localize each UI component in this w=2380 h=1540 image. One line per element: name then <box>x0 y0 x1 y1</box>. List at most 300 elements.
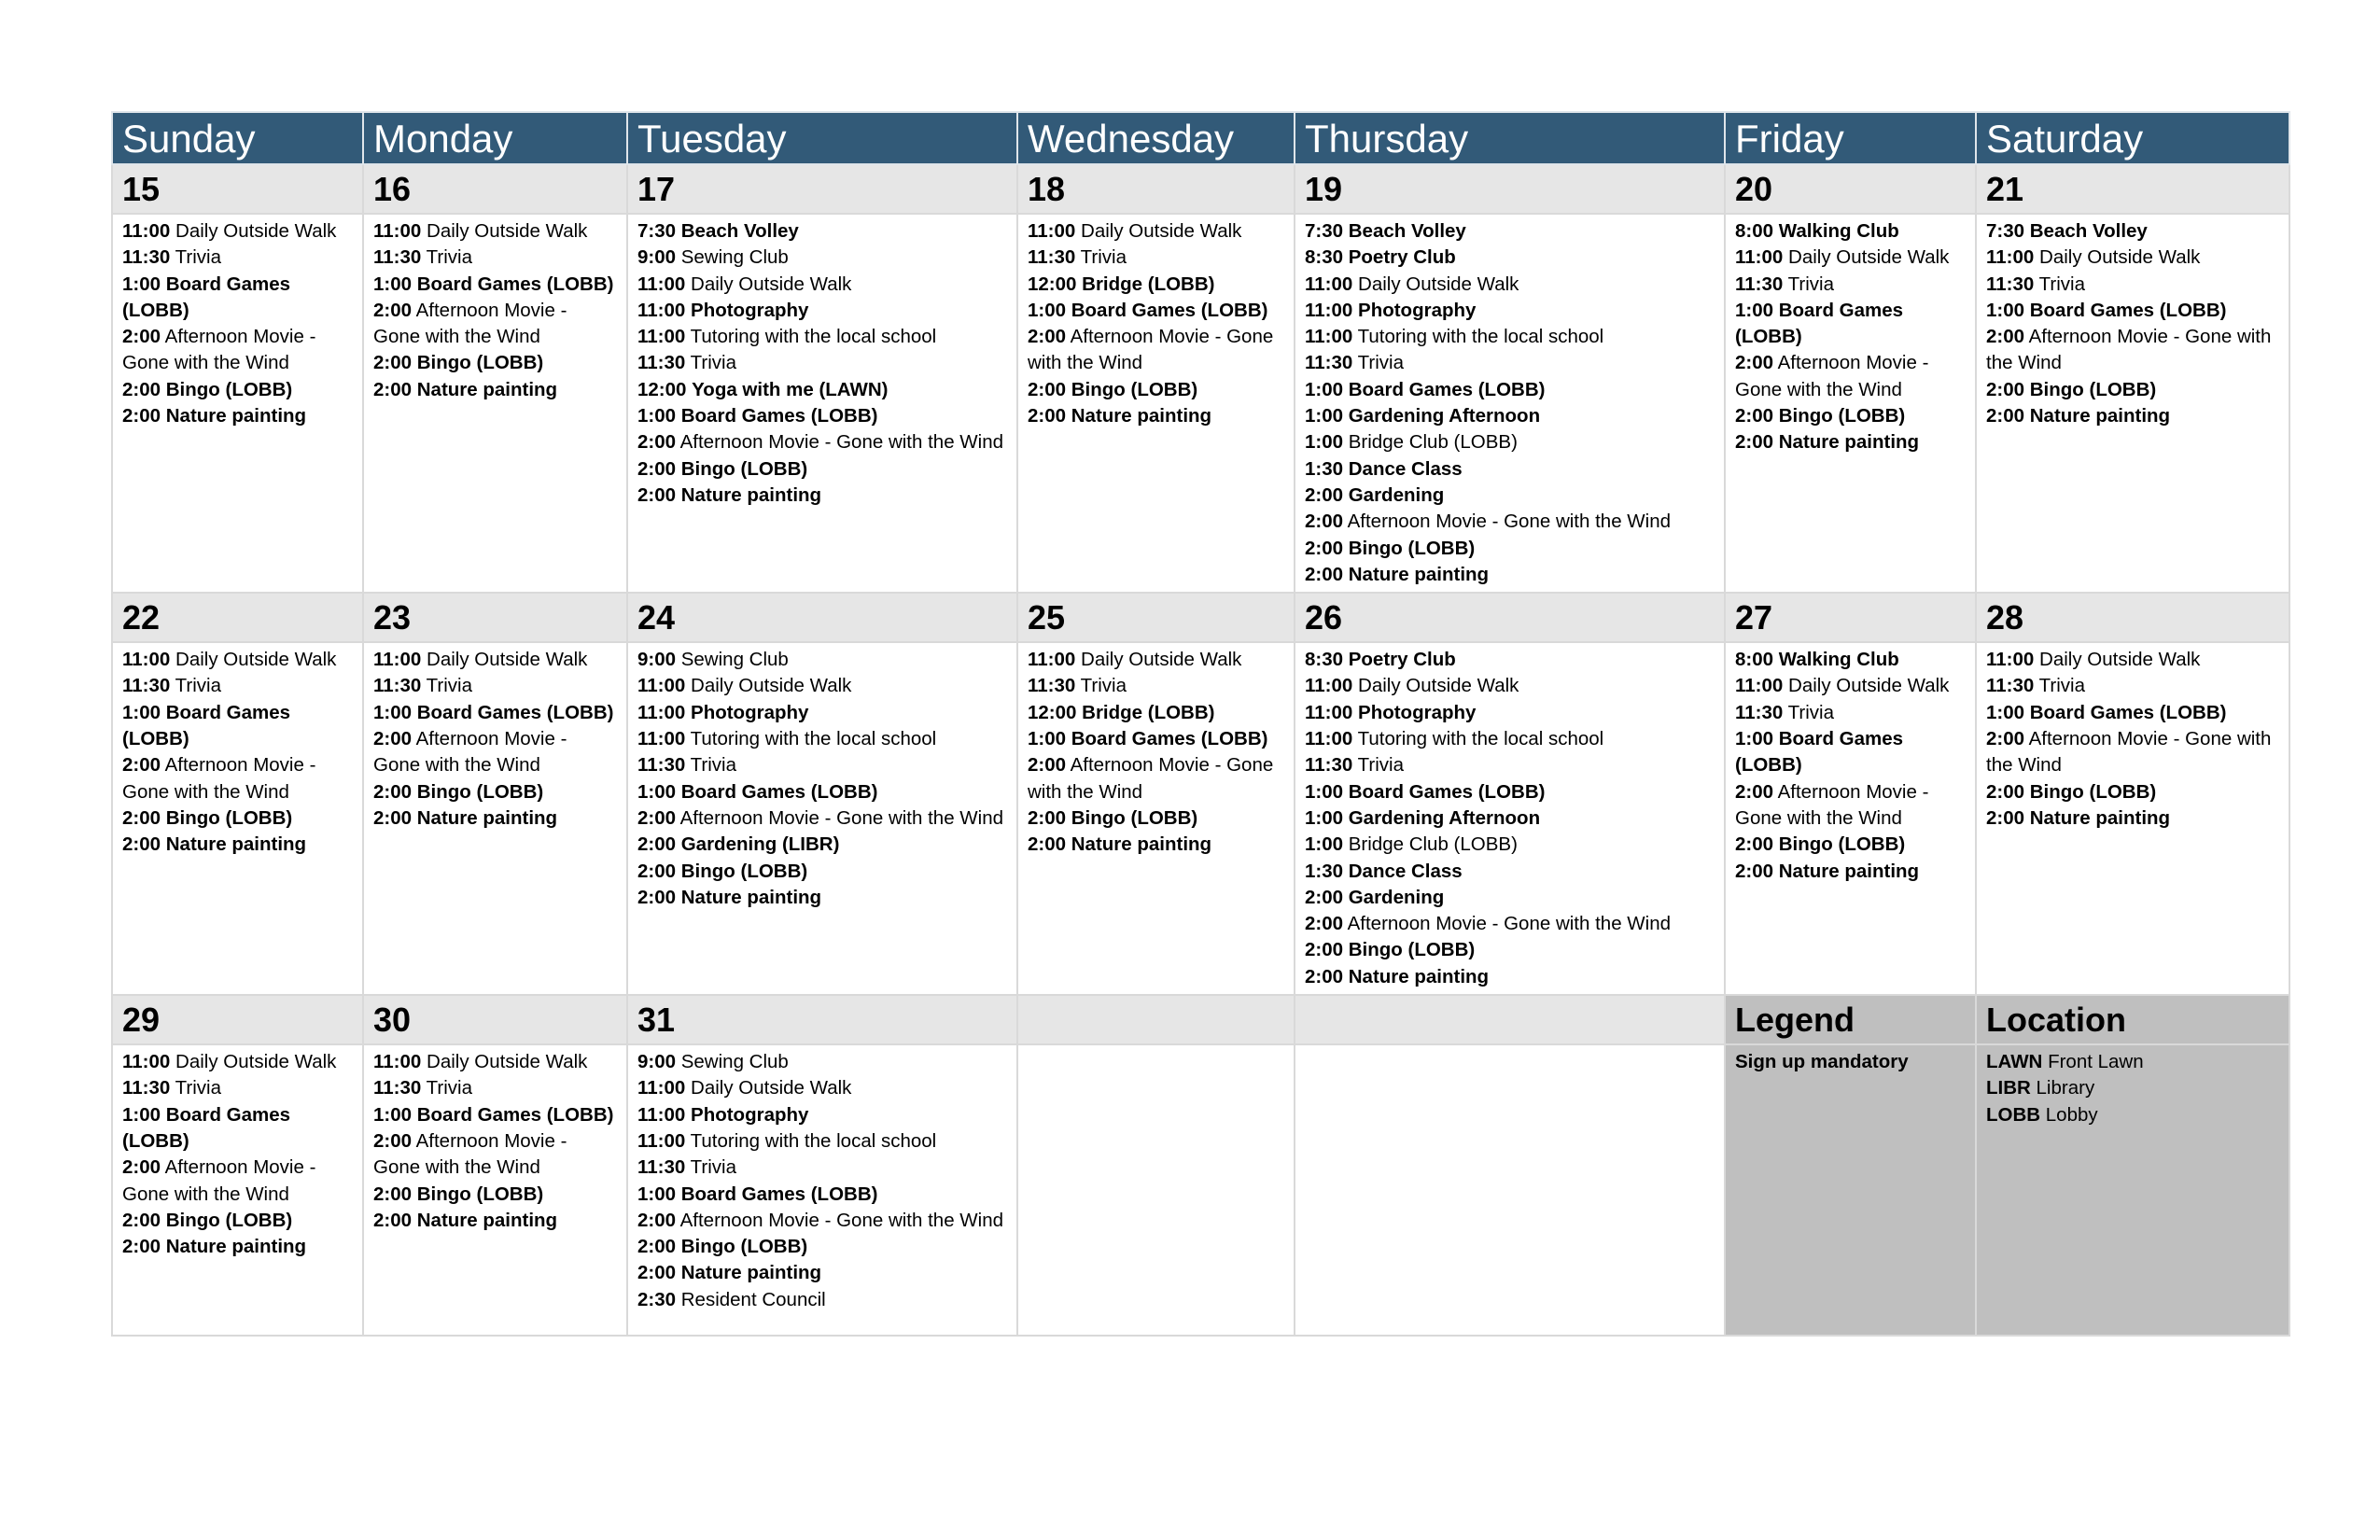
event-item <box>122 647 353 673</box>
event-time: 11:00 <box>373 220 422 242</box>
event-name: Trivia <box>1787 273 1834 295</box>
day-events <box>1017 214 1295 593</box>
event-time: 11:30 <box>373 246 422 269</box>
event-item <box>1305 805 1715 832</box>
event-item <box>1028 752 1284 805</box>
weekday-header: Friday <box>1725 112 1976 164</box>
event-time: 2:00 <box>373 780 413 803</box>
event-name: Walking Club <box>1778 649 1899 671</box>
legend-title: Legend <box>1725 995 1976 1044</box>
event-item <box>1735 779 1966 833</box>
event-item <box>1986 272 2279 298</box>
event-item <box>637 377 1007 403</box>
event-time: 2:00 <box>637 833 677 856</box>
event-name: Afternoon Movie - Gone with the Wind <box>679 806 1003 829</box>
event-item <box>1305 779 1715 805</box>
event-item <box>1305 272 1715 298</box>
event-item <box>1986 218 2279 245</box>
event-item <box>373 350 617 376</box>
event-item <box>122 673 353 699</box>
event-item <box>122 377 353 403</box>
event-time: 2:00 <box>637 431 677 454</box>
event-item <box>637 859 1007 885</box>
event-time: 11:30 <box>637 754 686 777</box>
event-item <box>122 1102 353 1155</box>
location-item <box>1986 1049 2279 1075</box>
event-name: Board Games (LOBB) <box>416 701 614 723</box>
event-time: 11:00 <box>1028 649 1076 671</box>
day-events <box>1295 642 1725 995</box>
event-name: Photography <box>691 1103 809 1126</box>
event-item <box>1305 700 1715 726</box>
event-name: Afternoon Movie - Gone with the Wind <box>1986 728 2272 777</box>
date-row <box>112 593 2289 642</box>
event-time: 7:30 <box>1986 220 2025 242</box>
event-item <box>1735 726 1966 779</box>
day-number: 21 <box>1976 164 2289 214</box>
event-name: Bingo (LOBB) <box>1348 537 1476 559</box>
event-item <box>122 1208 353 1234</box>
event-name: Tutoring with the local school <box>690 1129 937 1152</box>
event-item <box>1986 377 2279 403</box>
event-item <box>1028 726 1284 752</box>
event-time: 2:00 <box>637 457 677 480</box>
event-item <box>637 483 1007 509</box>
legend-entry <box>1725 1044 1976 1336</box>
event-name: Bingo (LOBB) <box>2029 780 2157 803</box>
event-item <box>373 1102 617 1128</box>
event-item <box>122 218 353 245</box>
event-time: 1:00 <box>122 1103 161 1126</box>
date-row <box>112 164 2289 214</box>
event-time: 1:00 <box>373 273 413 295</box>
event-item <box>1305 350 1715 376</box>
day-number: 18 <box>1017 164 1295 214</box>
event-time: 2:00 <box>1986 405 2025 427</box>
event-name: Afternoon Movie - Gone with the Wind <box>122 326 316 374</box>
event-item <box>637 1234 1007 1260</box>
event-item <box>122 403 353 429</box>
day-number: 29 <box>112 995 363 1044</box>
event-name: Bridge Club (LOBB) <box>1348 431 1518 454</box>
event-item <box>637 673 1007 699</box>
event-name: Poetry Club <box>1348 649 1456 671</box>
event-time: 2:00 <box>1028 754 1067 777</box>
event-time: 2:00 <box>637 1236 677 1258</box>
location-item <box>1986 1075 2279 1101</box>
event-name: Trivia <box>1787 701 1834 723</box>
events-row <box>112 1044 2289 1336</box>
day-events <box>1976 642 2289 995</box>
event-name: Nature painting <box>165 405 307 427</box>
event-item <box>1305 673 1715 699</box>
event-time: 8:00 <box>1735 649 1774 671</box>
day-number <box>1295 995 1725 1044</box>
event-time: 11:30 <box>637 352 686 374</box>
location-list <box>1976 1044 2289 1336</box>
event-item <box>1986 673 2279 699</box>
day-events <box>1295 214 1725 593</box>
event-name: Bingo (LOBB) <box>1071 378 1198 400</box>
event-name: Tutoring with the local school <box>690 728 937 750</box>
event-item <box>637 403 1007 429</box>
event-name: Sewing Club <box>680 1051 789 1073</box>
event-time: 2:00 <box>1735 780 1774 803</box>
event-item <box>637 1102 1007 1128</box>
event-time: 1:00 <box>122 273 161 295</box>
event-name: Nature painting <box>1778 431 1920 454</box>
event-item <box>1028 403 1284 429</box>
event-name: Board Games (LOBB) <box>1071 728 1268 750</box>
event-time: 2:00 <box>373 1183 413 1205</box>
day-events <box>1295 1044 1725 1336</box>
event-time: 2:00 <box>637 886 677 908</box>
event-time: 2:00 <box>1028 378 1067 400</box>
event-time: 2:00 <box>1305 939 1344 961</box>
event-time: 2:00 <box>1305 913 1344 935</box>
event-name: Trivia <box>690 352 736 374</box>
day-number: 23 <box>363 593 627 642</box>
event-time: 11:00 <box>637 1103 686 1126</box>
event-name: Resident Council <box>680 1288 826 1310</box>
event-name: Nature painting <box>165 1236 307 1258</box>
event-name: Trivia <box>1080 675 1127 697</box>
event-name: Daily Outside Walk <box>691 675 852 697</box>
event-time: 2:00 <box>1986 326 2025 348</box>
event-item <box>122 1234 353 1260</box>
weekday-header: Thursday <box>1295 112 1725 164</box>
event-time: 11:00 <box>637 326 686 348</box>
event-time: 8:00 <box>1735 220 1774 242</box>
event-time: 1:00 <box>373 701 413 723</box>
event-name: Afternoon Movie - Gone with the Wind <box>1347 511 1671 533</box>
event-time: 1:00 <box>1305 405 1344 427</box>
event-item <box>1305 832 1715 858</box>
location-title: Location <box>1976 995 2289 1044</box>
event-item <box>1305 298 1715 324</box>
event-item <box>1305 647 1715 673</box>
event-name: Daily Outside Walk <box>175 220 337 242</box>
event-time: 1:00 <box>1028 299 1067 321</box>
event-name: Bingo (LOBB) <box>1348 939 1476 961</box>
event-time: 2:00 <box>122 405 161 427</box>
event-item <box>637 298 1007 324</box>
event-time: 2:00 <box>373 728 413 750</box>
event-item <box>1305 536 1715 562</box>
event-item <box>122 1075 353 1101</box>
event-time: 11:00 <box>1305 326 1353 348</box>
event-item <box>637 272 1007 298</box>
event-time: 2:00 <box>122 833 161 856</box>
event-item <box>1028 700 1284 726</box>
event-time: 11:30 <box>1305 352 1353 374</box>
event-item <box>122 1049 353 1075</box>
event-name: Bridge (LOBB) <box>1082 273 1215 295</box>
event-name: Board Games (LOBB) <box>1071 299 1268 321</box>
event-item <box>1305 324 1715 350</box>
event-item <box>637 752 1007 778</box>
event-time: 2:00 <box>122 326 161 348</box>
event-time: 2:00 <box>1028 833 1067 856</box>
event-time: 2:00 <box>637 1262 677 1284</box>
event-time: 1:00 <box>1305 431 1344 454</box>
weekday-header: Sunday <box>112 112 363 164</box>
event-time: 2:00 <box>637 806 677 829</box>
event-item <box>1986 298 2279 324</box>
event-item <box>373 779 617 805</box>
event-time: 2:00 <box>1028 806 1067 829</box>
event-name: Afternoon Movie - Gone with the Wind <box>373 1129 567 1179</box>
event-item <box>373 1128 617 1182</box>
event-name: Trivia <box>690 754 736 777</box>
event-item <box>122 832 353 858</box>
event-time: 2:00 <box>1305 563 1344 585</box>
event-item <box>373 1075 617 1101</box>
event-name: Bingo (LOBB) <box>1778 405 1906 427</box>
event-item <box>122 1155 353 1208</box>
event-name: Nature painting <box>680 1262 822 1284</box>
event-name: Daily Outside Walk <box>1358 273 1519 295</box>
weekday-header: Saturday <box>1976 112 2289 164</box>
event-name: Board Games (LOBB) <box>122 701 291 750</box>
event-time: 1:00 <box>1028 728 1067 750</box>
event-time: 12:00 <box>637 378 687 400</box>
event-name: Daily Outside Walk <box>691 1077 852 1099</box>
event-name: Daily Outside Walk <box>427 1051 588 1073</box>
event-item <box>373 805 617 832</box>
event-time: 2:00 <box>1305 965 1344 987</box>
event-name: Board Games (LOBB) <box>122 273 291 321</box>
event-name: Board Games (LOBB) <box>2029 701 2227 723</box>
event-time: 11:00 <box>373 649 422 671</box>
event-time: 1:00 <box>122 701 161 723</box>
event-name: Gardening Afternoon <box>1348 806 1541 829</box>
event-item <box>122 245 353 271</box>
event-time: 9:00 <box>637 246 677 269</box>
location-code: LIBR <box>1986 1077 2031 1099</box>
event-name: Photography <box>1358 701 1477 723</box>
event-name: Afternoon Movie - Gone with the Wind <box>679 431 1003 454</box>
event-name: Gardening <box>1348 886 1445 908</box>
event-name: Afternoon Movie - Gone with the Wind <box>373 299 567 348</box>
event-item <box>1305 403 1715 429</box>
event-item <box>1735 272 1966 298</box>
day-events <box>112 1044 363 1336</box>
day-number: 17 <box>627 164 1017 214</box>
event-name: Board Games (LOBB) <box>1348 378 1546 400</box>
event-time: 11:00 <box>1305 675 1353 697</box>
event-time: 11:30 <box>1735 701 1784 723</box>
event-name: Trivia <box>2038 273 2085 295</box>
event-name: Trivia <box>2038 675 2085 697</box>
event-item <box>1986 779 2279 805</box>
event-item <box>637 647 1007 673</box>
event-time: 1:00 <box>1305 833 1344 856</box>
event-item <box>373 218 617 245</box>
event-name: Bingo (LOBB) <box>1778 833 1906 856</box>
day-number: 28 <box>1976 593 2289 642</box>
event-time: 11:30 <box>1986 273 2035 295</box>
event-item <box>1305 218 1715 245</box>
event-time: 11:00 <box>637 299 686 321</box>
event-item <box>373 726 617 779</box>
event-time: 2:00 <box>373 1209 413 1231</box>
event-time: 2:00 <box>1305 511 1344 533</box>
event-name: Nature painting <box>1348 563 1490 585</box>
event-time: 8:30 <box>1305 246 1344 269</box>
event-time: 1:00 <box>1305 806 1344 829</box>
event-name: Bingo (LOBB) <box>680 457 808 480</box>
event-item <box>122 752 353 805</box>
event-item <box>637 700 1007 726</box>
day-events <box>112 214 363 593</box>
event-name: Trivia <box>175 1077 221 1099</box>
event-time: 2:00 <box>1028 405 1067 427</box>
event-name: Board Games (LOBB) <box>122 1103 291 1152</box>
event-name: Dance Class <box>1348 860 1463 882</box>
event-name: Gardening (LIBR) <box>680 833 840 856</box>
event-name: Nature painting <box>680 483 822 506</box>
event-time: 11:30 <box>122 246 171 269</box>
event-name: Bingo (LOBB) <box>165 1209 293 1231</box>
event-time: 1:00 <box>637 1183 677 1205</box>
event-item <box>122 805 353 832</box>
day-number: 19 <box>1295 164 1725 214</box>
event-time: 1:00 <box>1305 780 1344 803</box>
event-name: Nature painting <box>1071 833 1212 856</box>
event-time: 1:00 <box>1986 299 2025 321</box>
legend-sign-up-label: Sign up mandatory <box>1735 1051 1909 1073</box>
weekday-header: Wednesday <box>1017 112 1295 164</box>
event-name: Board Games (LOBB) <box>416 273 614 295</box>
event-time: 2:00 <box>1305 537 1344 559</box>
event-time: 11:00 <box>1986 246 2035 269</box>
event-name: Bingo (LOBB) <box>2029 378 2157 400</box>
event-name: Nature painting <box>1348 965 1490 987</box>
event-name: Daily Outside Walk <box>1788 246 1950 269</box>
event-item <box>373 673 617 699</box>
event-item <box>637 832 1007 858</box>
event-item <box>1028 673 1284 699</box>
date-row <box>112 995 2289 1044</box>
event-item <box>1028 298 1284 324</box>
event-name: Bridge Club (LOBB) <box>1348 833 1518 856</box>
event-time: 11:00 <box>637 701 686 723</box>
event-name: Board Games (LOBB) <box>416 1103 614 1126</box>
event-time: 2:00 <box>122 1209 161 1231</box>
event-name: Beach Volley <box>1348 220 1466 242</box>
event-name: Nature painting <box>416 378 558 400</box>
event-item <box>637 726 1007 752</box>
event-item <box>373 272 617 298</box>
event-time: 2:00 <box>373 1129 413 1152</box>
event-time: 11:30 <box>1028 246 1076 269</box>
event-name: Yoga with me (LAWN) <box>692 378 889 400</box>
event-item <box>1986 647 2279 673</box>
event-name: Tutoring with the local school <box>1357 326 1604 348</box>
event-item <box>1028 218 1284 245</box>
event-time: 2:00 <box>373 299 413 321</box>
day-number: 22 <box>112 593 363 642</box>
event-name: Dance Class <box>1348 457 1463 480</box>
event-time: 2:00 <box>122 754 161 777</box>
day-events <box>1017 1044 1295 1336</box>
event-name: Board Games (LOBB) <box>1735 299 1904 348</box>
event-name: Board Games (LOBB) <box>1735 728 1904 777</box>
event-time: 1:30 <box>1305 457 1344 480</box>
event-name: Daily Outside Walk <box>2039 246 2201 269</box>
event-name: Trivia <box>1357 754 1404 777</box>
event-time: 2:00 <box>1735 860 1774 882</box>
event-time: 11:30 <box>122 675 171 697</box>
event-name: Trivia <box>690 1156 736 1179</box>
event-time: 11:30 <box>1735 273 1784 295</box>
event-name: Trivia <box>175 246 221 269</box>
event-name: Daily Outside Walk <box>175 1051 337 1073</box>
event-name: Trivia <box>426 1077 472 1099</box>
event-time: 2:00 <box>122 806 161 829</box>
event-time: 11:30 <box>122 1077 171 1099</box>
event-name: Bingo (LOBB) <box>165 806 293 829</box>
event-name: Nature painting <box>165 833 307 856</box>
event-name: Daily Outside Walk <box>175 649 337 671</box>
event-time: 11:30 <box>637 1156 686 1179</box>
event-item <box>1735 218 1966 245</box>
day-number: 26 <box>1295 593 1725 642</box>
event-item <box>637 245 1007 271</box>
event-time: 11:00 <box>1305 299 1353 321</box>
event-time: 2:00 <box>122 1156 161 1179</box>
event-item <box>637 218 1007 245</box>
event-name: Board Games (LOBB) <box>680 405 878 427</box>
event-name: Board Games (LOBB) <box>680 1183 878 1205</box>
event-item <box>1986 805 2279 832</box>
day-number <box>1017 995 1295 1044</box>
event-item <box>122 272 353 325</box>
event-item <box>1305 859 1715 885</box>
event-item <box>1735 673 1966 699</box>
event-name: Bingo (LOBB) <box>680 1236 808 1258</box>
event-item <box>373 700 617 726</box>
event-time: 2:00 <box>637 860 677 882</box>
event-item <box>1028 324 1284 377</box>
event-time: 1:00 <box>637 405 677 427</box>
event-time: 2:00 <box>1305 886 1344 908</box>
event-item <box>637 779 1007 805</box>
event-item <box>637 1155 1007 1181</box>
event-item <box>1735 700 1966 726</box>
event-item <box>637 805 1007 832</box>
event-item <box>1305 911 1715 937</box>
event-item <box>1305 245 1715 271</box>
event-name: Trivia <box>175 675 221 697</box>
event-time: 11:00 <box>637 273 686 295</box>
event-item <box>1986 700 2279 726</box>
event-name: Afternoon Movie - Gone with the Wind <box>122 1156 316 1205</box>
event-time: 11:00 <box>122 1051 171 1073</box>
event-item <box>1305 483 1715 509</box>
event-item <box>1735 350 1966 403</box>
event-name: Board Games (LOBB) <box>680 780 878 803</box>
event-name: Sewing Club <box>680 246 789 269</box>
event-item <box>122 700 353 753</box>
weekday-header: Monday <box>363 112 627 164</box>
day-events <box>1725 214 1976 593</box>
event-name: Daily Outside Walk <box>1081 649 1242 671</box>
event-item <box>637 1128 1007 1155</box>
event-time: 11:00 <box>122 649 171 671</box>
day-events <box>1725 642 1976 995</box>
